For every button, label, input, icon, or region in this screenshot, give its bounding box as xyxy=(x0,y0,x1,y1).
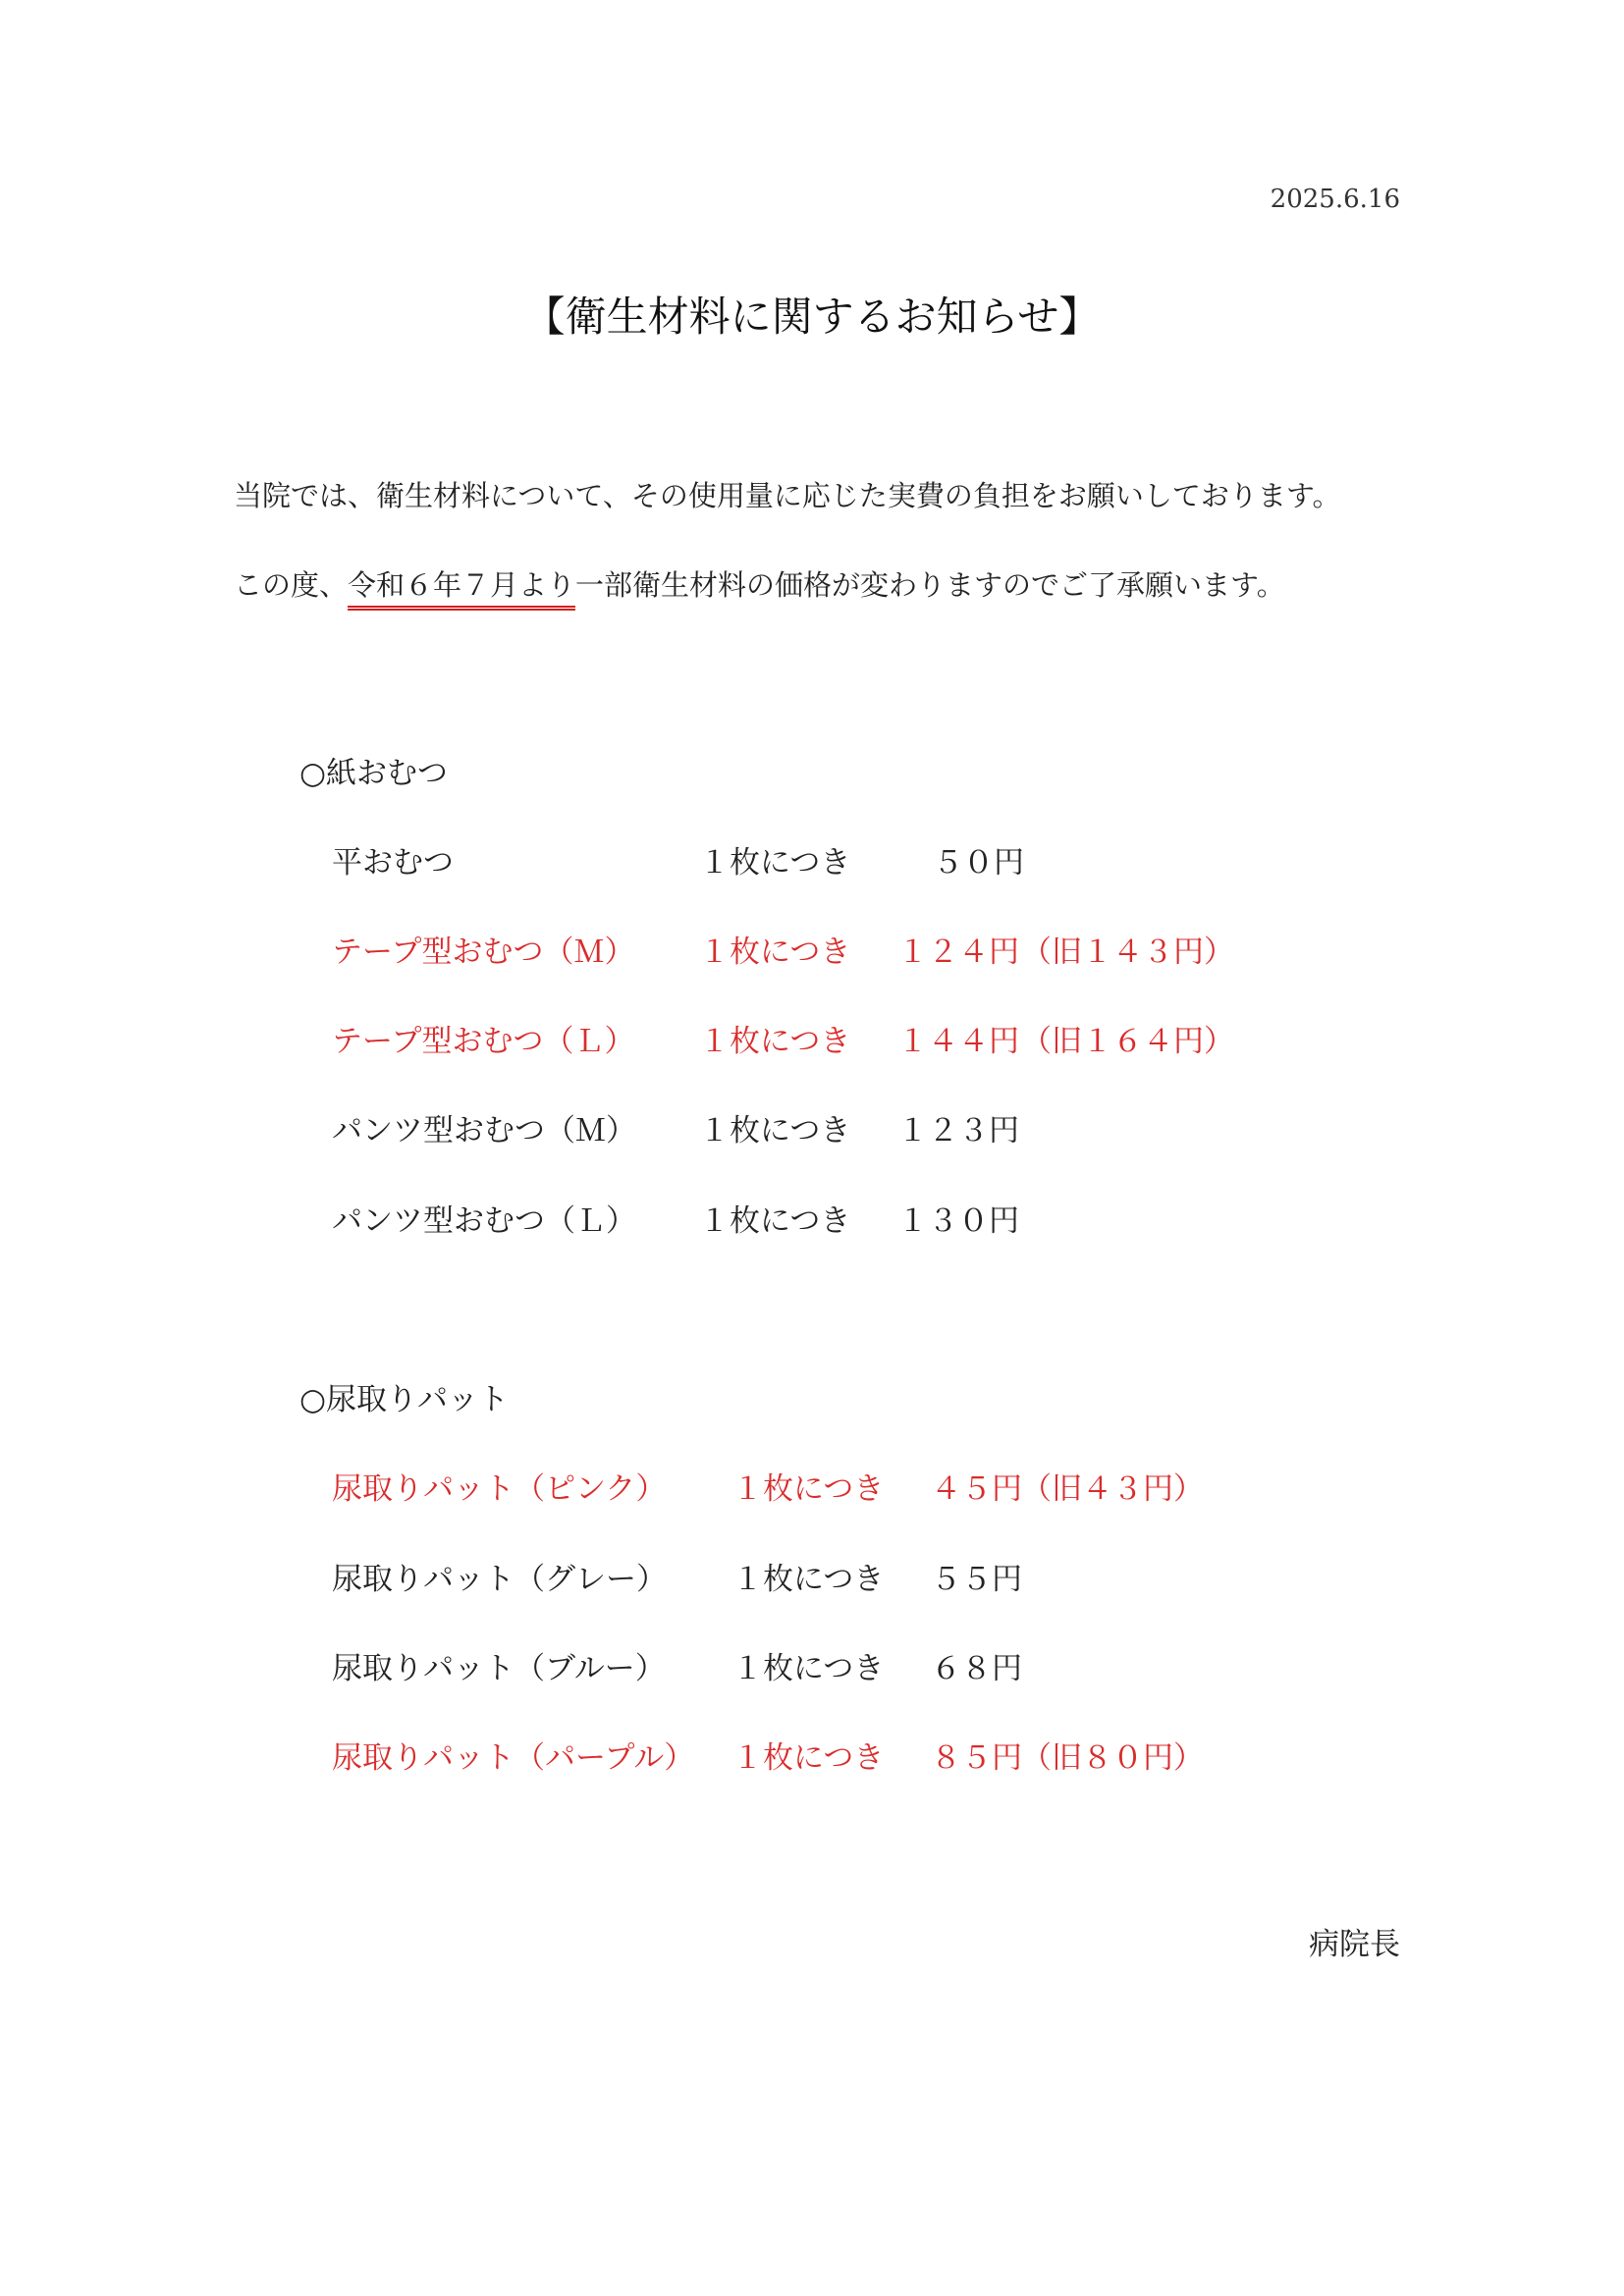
item-name: パンツ型おむつ（Ｍ） xyxy=(332,1113,636,1148)
item-old-price: （旧８０円） xyxy=(1021,1740,1204,1776)
item-old-price: （旧１４３円） xyxy=(1021,934,1234,970)
item-price: ５５円 xyxy=(931,1562,1022,1597)
item-price: ４５円 xyxy=(931,1471,1022,1507)
item-unit: １枚につき xyxy=(699,934,851,970)
item-price: １４４円 xyxy=(897,1024,1019,1059)
item-unit: １枚につき xyxy=(699,1024,851,1059)
intro-line-2-suffix: 一部衛生材料の価格が変わりますのでご了承願います。 xyxy=(575,568,1285,602)
item-unit: １枚につき xyxy=(699,845,851,881)
pad-section-heading: ○尿取りパット xyxy=(299,1382,510,1417)
item-price: ５０円 xyxy=(933,845,1024,881)
item-name: 尿取りパット（パープル） xyxy=(332,1740,695,1776)
item-unit: １枚につき xyxy=(732,1471,885,1507)
item-price: ６８円 xyxy=(931,1651,1022,1686)
item-name: テープ型おむつ（Ｌ） xyxy=(332,1024,635,1059)
item-name: テープ型おむつ（Ｍ） xyxy=(332,934,635,970)
item-old-price: （旧１６４円） xyxy=(1021,1024,1234,1059)
item-name: パンツ型おむつ（Ｌ） xyxy=(332,1203,636,1239)
issue-date: 2025.6.16 xyxy=(1270,185,1400,214)
item-price: ８５円 xyxy=(931,1740,1022,1776)
page-title: 【衛生材料に関するお知らせ】 xyxy=(523,293,1101,341)
diaper-section-heading: ○紙おむつ xyxy=(299,756,449,791)
intro-line-1: 当院では、衛生材料について、その使用量に応じた実費の負担をお願いしております。 xyxy=(234,479,1341,512)
item-name: 平おむつ xyxy=(332,845,454,881)
item-unit: １枚につき xyxy=(699,1203,851,1239)
item-unit: １枚につき xyxy=(699,1113,851,1148)
intro-line-2 xyxy=(234,563,1285,611)
item-unit: １枚につき xyxy=(732,1651,885,1686)
item-unit: １枚につき xyxy=(732,1740,885,1776)
item-unit: １枚につき xyxy=(732,1562,885,1597)
intro-line-2-prefix: この度、 xyxy=(234,568,349,602)
signature: 病院長 xyxy=(1309,1927,1400,1962)
effective-date-highlight: 令和６年７月より xyxy=(348,563,575,611)
item-name: 尿取りパット（ピンク） xyxy=(332,1471,667,1507)
item-name: 尿取りパット（グレー） xyxy=(332,1562,667,1597)
item-old-price: （旧４３円） xyxy=(1021,1471,1204,1507)
item-price: １３０円 xyxy=(897,1203,1019,1239)
item-name: 尿取りパット（ブルー） xyxy=(332,1651,666,1686)
item-price: １２４円 xyxy=(897,934,1019,970)
item-price: １２３円 xyxy=(897,1113,1019,1148)
